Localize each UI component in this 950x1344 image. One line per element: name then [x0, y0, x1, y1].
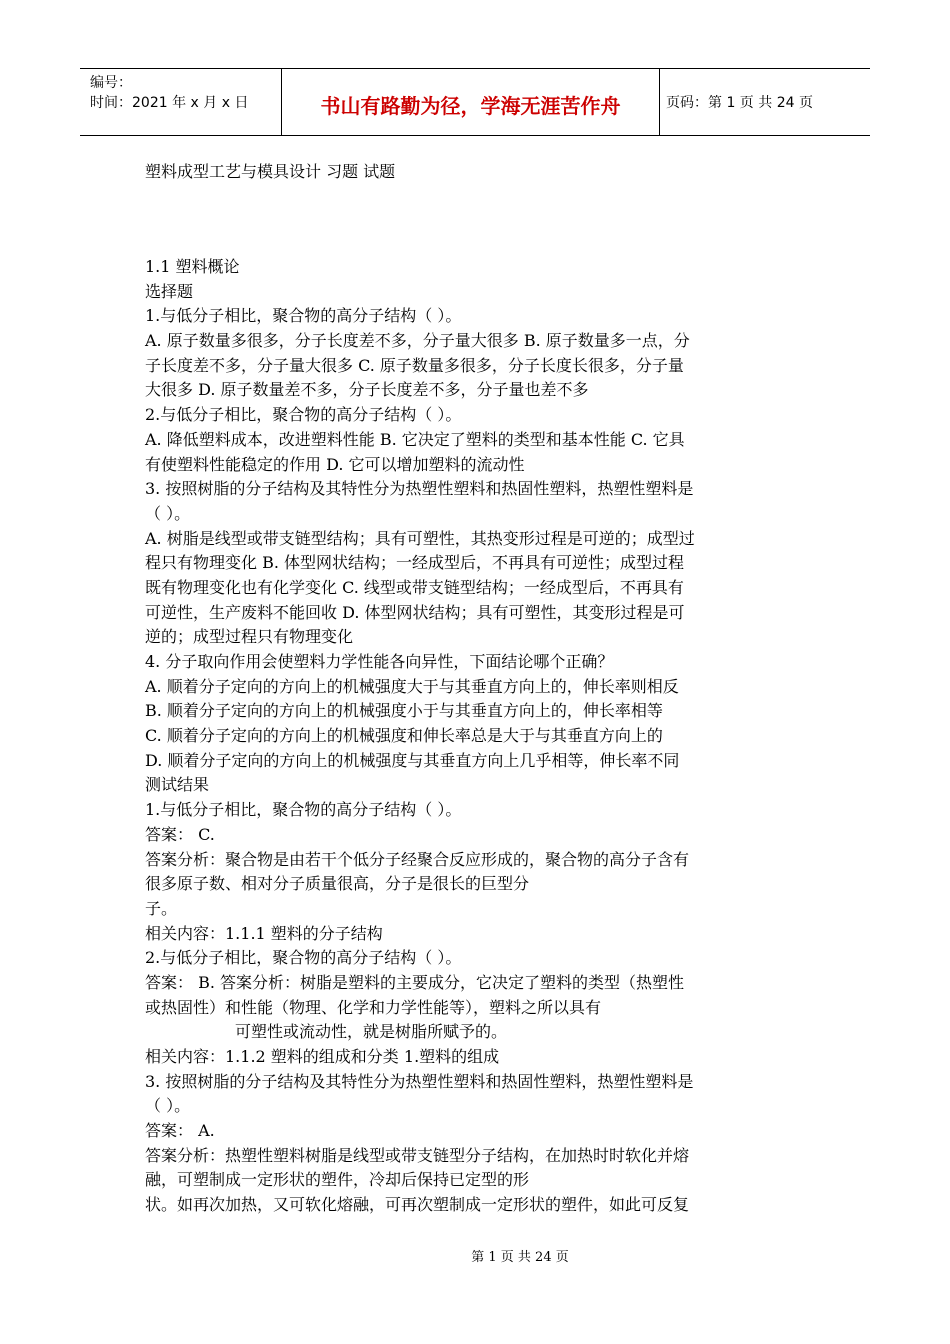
- body-line: 大很多 D. 原子数量差不多，分子长度差不多，分子量也差不多: [145, 380, 589, 400]
- body-line: 2.与低分子相比，聚合物的高分子结构（ ）。: [145, 405, 462, 425]
- body-line: 答案： B. 答案分析：树脂是塑料的主要成分，它决定了塑料的类型（热塑性: [145, 972, 685, 992]
- body-line: D. 顺着分子定向的方向上的机械强度与其垂直方向上几乎相等，伸长率不同: [145, 750, 680, 770]
- document-body: [145, 255, 810, 1218]
- body-line: 逆的；成型过程只有物理变化: [145, 627, 354, 647]
- body-line: 4. 分子取向作用会使塑料力学性能各向异性，下面结论哪个正确？: [145, 652, 614, 671]
- header-motto: 书山有路勤为径，学海无涯苦作舟: [282, 69, 660, 135]
- body-line: 很多原子数、相对分子质量很高，分子是很长的巨型分: [145, 874, 530, 894]
- header-number-label: 编号：: [90, 75, 132, 91]
- footer-page-number: 第 1 页 共 24 页: [471, 1250, 569, 1265]
- body-line: 1.与低分子相比，聚合物的高分子结构（ ）。: [145, 800, 462, 820]
- body-line: A. 原子数量多很多，分子长度差不多，分子量大很多 B. 原子数量多一点，分: [145, 331, 690, 351]
- body-line: 状。如再次加热，又可软化熔融，可再次塑制成一定形状的塑件，如此可反复: [145, 1195, 690, 1215]
- body-line: （ ）。: [145, 503, 191, 523]
- body-line: 融，可塑制成一定形状的塑件，冷却后保持已定型的形: [145, 1170, 530, 1190]
- body-line: 3. 按照树脂的分子结构及其特性分为热塑性塑料和热固性塑料，热塑性塑料是: [145, 1071, 694, 1091]
- body-line: 相关内容：1.1.1 塑料的分子结构: [145, 923, 383, 943]
- header-meta-cell: [80, 69, 282, 135]
- body-line: 测试结果: [145, 775, 210, 795]
- page-header: [80, 68, 870, 136]
- body-line: （ ）。: [145, 1096, 191, 1116]
- body-line: 答案： C.: [145, 824, 215, 844]
- body-line: B. 顺着分子定向的方向上的机械强度小于与其垂直方向上的，伸长率相等: [145, 701, 663, 721]
- body-line: 答案： A.: [145, 1121, 215, 1141]
- body-line: 有使塑料性能稳定的作用 D. 它可以增加塑料的流动性: [145, 454, 525, 474]
- body-line: 程只有物理变化 B. 体型网状结构；一经成型后，不再具有可逆性；成型过程: [145, 553, 685, 573]
- body-line: 子。: [145, 898, 178, 918]
- body-line: 子长度差不多，分子量大很多 C. 原子数量多很多，分子长度长很多，分子量: [145, 355, 684, 375]
- body-line: 既有物理变化也有化学变化 C. 线型或带支链型结构；一经成型后，不再具有: [145, 577, 684, 597]
- body-line: 1.与低分子相比，聚合物的高分子结构（ ）。: [145, 306, 462, 326]
- document-title: 塑料成型工艺与模具设计 习题 试题: [145, 162, 396, 181]
- header-page-info: 页码：第 1 页 共 24 页: [666, 95, 813, 111]
- page-footer: [0, 1246, 950, 1265]
- body-line: 答案分析：热塑性塑料树脂是线型或带支链型分子结构，在加热时时软化并熔: [145, 1145, 690, 1165]
- body-line: 2.与低分子相比，聚合物的高分子结构（ ）。: [145, 948, 462, 968]
- body-line: 或热固性）和性能（物理、化学和力学性能等），塑料之所以具有: [145, 997, 602, 1017]
- body-line: 答案分析：聚合物是由若干个低分子经聚合反应形成的，聚合物的高分子含有: [145, 849, 690, 869]
- body-line: A. 降低塑料成本，改进塑料性能 B. 它决定了塑料的类型和基本性能 C. 它具: [145, 429, 685, 449]
- body-line: C. 顺着分子定向的方向上的机械强度和伸长率总是大于与其垂直方向上的: [145, 726, 663, 746]
- body-line: A. 树脂是线型或带支链型结构；具有可塑性，其热变形过程是可逆的；成型过: [145, 528, 695, 548]
- body-line: 3. 按照树脂的分子结构及其特性分为热塑性塑料和热固性塑料，热塑性塑料是: [145, 479, 694, 499]
- body-line: 1.1 塑料概论: [145, 257, 240, 276]
- body-line: 可塑性或流动性，就是树脂所赋予的。: [235, 1022, 508, 1042]
- body-line: 可逆性，生产废料不能回收 D. 体型网状结构；具有可塑性，其变形过程是可: [145, 602, 685, 622]
- header-time-label: 时间：2021 年 x 月 x 日: [90, 95, 249, 111]
- body-line: A. 顺着分子定向的方向上的机械强度大于与其垂直方向上的，伸长率则相反: [145, 676, 679, 696]
- body-line: 相关内容：1.1.2 塑料的组成和分类 1.塑料的组成: [145, 1047, 500, 1066]
- body-line: 选择题: [145, 281, 194, 301]
